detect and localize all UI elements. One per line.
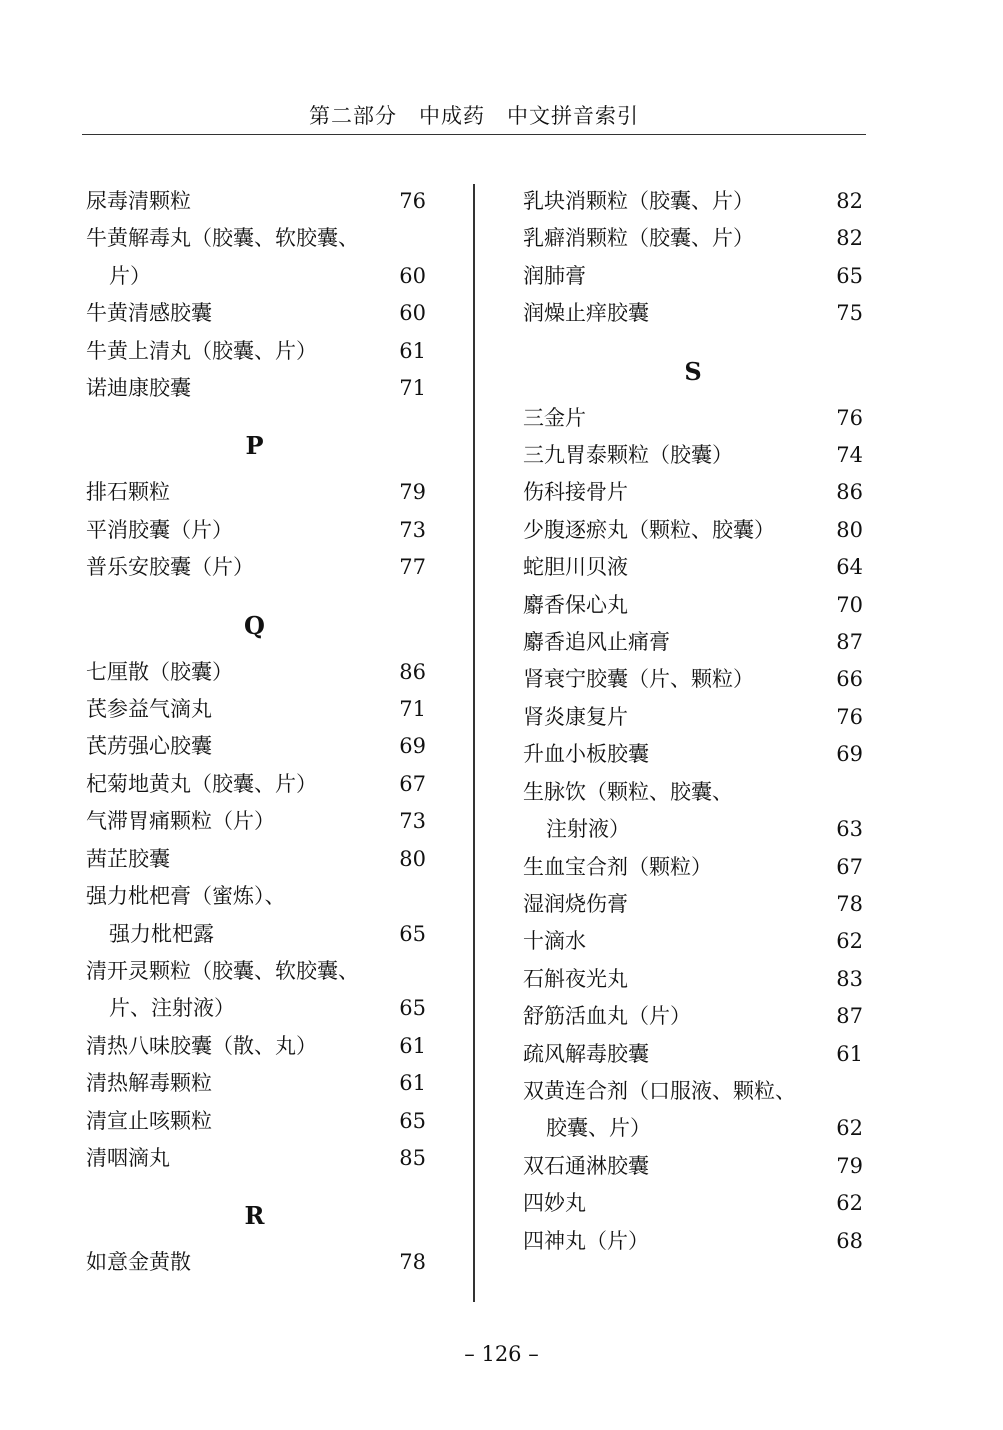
entry-name: 诺迪康胶囊 (86, 376, 191, 401)
index-entry (523, 849, 863, 886)
entry-name: 清热解毒颗粒 (86, 1071, 212, 1096)
index-entry (86, 654, 426, 691)
entry-name-continued: 强力枇杷露 (109, 921, 214, 946)
entry-name: 双黄连合剂（口服液、颗粒、 (523, 1078, 796, 1103)
entry-name: 润肺膏 (523, 263, 586, 288)
entry-page-number: 78 (836, 891, 863, 916)
entry-name: 清咽滴丸 (86, 1145, 170, 1170)
index-entry (523, 1223, 863, 1260)
entry-name: 乳癖消颗粒（胶囊、片） (523, 226, 754, 251)
entry-page-number: 67 (836, 854, 863, 879)
index-entry (523, 1036, 863, 1073)
index-entry (523, 220, 863, 257)
entry-name: 排石颗粒 (86, 480, 170, 505)
index-entry (523, 774, 863, 849)
entry-page-number: 79 (836, 1153, 863, 1178)
index-entry (523, 923, 863, 960)
entry-name: 少腹逐瘀丸（颗粒、胶囊） (523, 517, 775, 542)
entry-page-number: 68 (836, 1228, 863, 1253)
entry-name: 升血小板胶囊 (523, 742, 649, 767)
entry-name: 四神丸（片） (523, 1228, 649, 1253)
entry-page-number: 61 (836, 1041, 863, 1066)
index-entry (523, 661, 863, 698)
index-entry (523, 1148, 863, 1185)
index-entry (86, 183, 426, 220)
entry-name: 双石通淋胶囊 (523, 1153, 649, 1178)
index-entry (86, 220, 426, 295)
entry-name: 三金片 (523, 405, 586, 430)
entry-name: 麝香保心丸 (523, 592, 628, 617)
entry-name-continued: 片、注射液） (109, 996, 235, 1021)
entry-page-number: 75 (836, 301, 863, 326)
entry-page-number: 76 (399, 189, 426, 213)
entry-page-number: 80 (836, 517, 863, 542)
entry-name: 七厘散（胶囊） (86, 659, 233, 684)
entry-page-number: 82 (836, 189, 863, 213)
entry-page-number: 71 (399, 376, 426, 401)
entry-name: 清开灵颗粒（胶囊、软胶囊、 (86, 958, 359, 983)
entry-name: 强力枇杷膏（蜜炼）、 (86, 884, 286, 909)
entry-name: 石斛夜光丸 (523, 966, 628, 991)
entry-name: 气滞胃痛颗粒（片） (86, 809, 275, 834)
section-letter: S (684, 356, 702, 386)
index-entry (86, 803, 426, 840)
entry-name: 如意金黄散 (86, 1250, 191, 1275)
entry-name: 麝香追风止痛膏 (523, 630, 670, 655)
index-entry (86, 512, 426, 549)
entry-page-number: 61 (399, 1033, 426, 1058)
index-entry (523, 587, 863, 624)
entry-name: 蛇胆川贝液 (523, 555, 628, 580)
entry-name: 舒筋活血丸（片） (523, 1004, 691, 1029)
index-entry (86, 1140, 426, 1177)
index-entry (86, 878, 426, 953)
index-column-right (523, 183, 863, 1260)
entry-page-number: 63 (836, 817, 863, 842)
index-entry (523, 183, 863, 220)
entry-page-number: 62 (836, 929, 863, 954)
index-entry (86, 1065, 426, 1102)
entry-page-number: 74 (836, 443, 863, 468)
entry-page-number: 69 (399, 734, 426, 759)
entry-name: 芪苈强心胶囊 (86, 734, 212, 759)
index-entry (523, 736, 863, 773)
entry-name-continued: 片） (109, 263, 151, 288)
entry-name: 肾炎康复片 (523, 704, 628, 729)
index-entry (523, 961, 863, 998)
index-entry (86, 728, 426, 765)
entry-page-number: 85 (399, 1145, 426, 1170)
entry-page-number: 65 (399, 996, 426, 1021)
index-entry (86, 841, 426, 878)
entry-page-number: 78 (399, 1250, 426, 1275)
index-column-left (86, 183, 426, 1282)
entry-page-number: 71 (399, 697, 426, 722)
index-entry (523, 998, 863, 1035)
entry-page-number: 73 (399, 517, 426, 542)
entry-page-number: 65 (399, 1108, 426, 1133)
entry-name: 清宣止咳颗粒 (86, 1108, 212, 1133)
entry-page-number: 80 (399, 846, 426, 871)
entry-page-number: 73 (399, 809, 426, 834)
index-entry (523, 699, 863, 736)
entry-page-number: 83 (836, 966, 863, 991)
entry-page-number: 61 (399, 1071, 426, 1096)
index-entry (523, 512, 863, 549)
index-entry (523, 1185, 863, 1222)
entry-page-number: 87 (836, 1004, 863, 1029)
entry-page-number: 66 (836, 667, 863, 692)
entry-name: 伤科接骨片 (523, 480, 628, 505)
entry-page-number: 61 (399, 338, 426, 363)
section-letter: Q (244, 610, 265, 640)
index-entry (523, 624, 863, 661)
index-entry (86, 953, 426, 1028)
entry-page-number: 62 (836, 1191, 863, 1216)
entry-name: 乳块消颗粒（胶囊、片） (523, 189, 754, 213)
index-entry (86, 691, 426, 728)
entry-name: 牛黄清感胶囊 (86, 301, 212, 326)
entry-page-number: 62 (836, 1116, 863, 1141)
entry-name: 普乐安胶囊（片） (86, 555, 254, 580)
index-entry (523, 295, 863, 332)
entry-name: 生血宝合剂（颗粒） (523, 854, 712, 879)
index-entry (86, 474, 426, 511)
page-number: – 126 – (464, 1342, 539, 1366)
section-letter: R (244, 1201, 265, 1231)
entry-name: 芪参益气滴丸 (86, 697, 212, 722)
entry-name: 牛黄上清丸（胶囊、片） (86, 338, 317, 363)
entry-page-number: 82 (836, 226, 863, 251)
index-entry (523, 258, 863, 295)
entry-page-number: 87 (836, 630, 863, 655)
entry-name: 牛黄解毒丸（胶囊、软胶囊、 (86, 226, 359, 251)
entry-page-number: 64 (836, 555, 863, 580)
entry-page-number: 86 (399, 659, 426, 684)
entry-name-continued: 胶囊、片） (546, 1116, 651, 1141)
index-entry (86, 333, 426, 370)
index-entry (86, 766, 426, 803)
entry-page-number: 76 (836, 405, 863, 430)
entry-name: 清热八味胶囊（散、丸） (86, 1033, 317, 1058)
entry-name: 平消胶囊（片） (86, 517, 233, 542)
index-entry (523, 400, 863, 437)
entry-name: 肾衰宁胶囊（片、颗粒） (523, 667, 754, 692)
index-entry (86, 370, 426, 407)
entry-page-number: 76 (836, 704, 863, 729)
index-entry (523, 886, 863, 923)
entry-page-number: 79 (399, 480, 426, 505)
entry-page-number: 65 (836, 263, 863, 288)
entry-name: 三九胃泰颗粒（胶囊） (523, 443, 733, 468)
entry-page-number: 60 (399, 263, 426, 288)
entry-name: 尿毒清颗粒 (86, 189, 191, 213)
entry-name-continued: 注射液） (546, 817, 630, 842)
entry-page-number: 67 (399, 771, 426, 796)
index-entry (523, 1073, 863, 1148)
entry-page-number: 60 (399, 301, 426, 326)
entry-name: 润燥止痒胶囊 (523, 301, 649, 326)
index-entry (86, 1244, 426, 1281)
index-entry (523, 549, 863, 586)
entry-name: 四妙丸 (523, 1191, 586, 1216)
entry-name: 茜芷胶囊 (86, 846, 170, 871)
entry-name: 十滴水 (523, 929, 586, 954)
index-entry (523, 437, 863, 474)
entry-page-number: 86 (836, 480, 863, 505)
entry-name: 湿润烧伤膏 (523, 891, 628, 916)
index-entry (86, 295, 426, 332)
entry-page-number: 77 (399, 555, 426, 580)
section-letter: P (245, 431, 264, 461)
entry-page-number: 69 (836, 742, 863, 767)
entry-page-number: 70 (836, 592, 863, 617)
index-entry (86, 1028, 426, 1065)
entry-name: 生脉饮（颗粒、胶囊、 (523, 779, 733, 804)
index-entry (86, 1103, 426, 1140)
entry-page-number: 65 (399, 921, 426, 946)
column-divider (473, 184, 475, 1302)
index-entry (523, 474, 863, 511)
entry-name: 疏风解毒胶囊 (523, 1041, 649, 1066)
running-header: 第二部分 中成药 中文拼音索引 (82, 100, 866, 135)
entry-name: 杞菊地黄丸（胶囊、片） (86, 771, 317, 796)
index-entry (86, 549, 426, 586)
